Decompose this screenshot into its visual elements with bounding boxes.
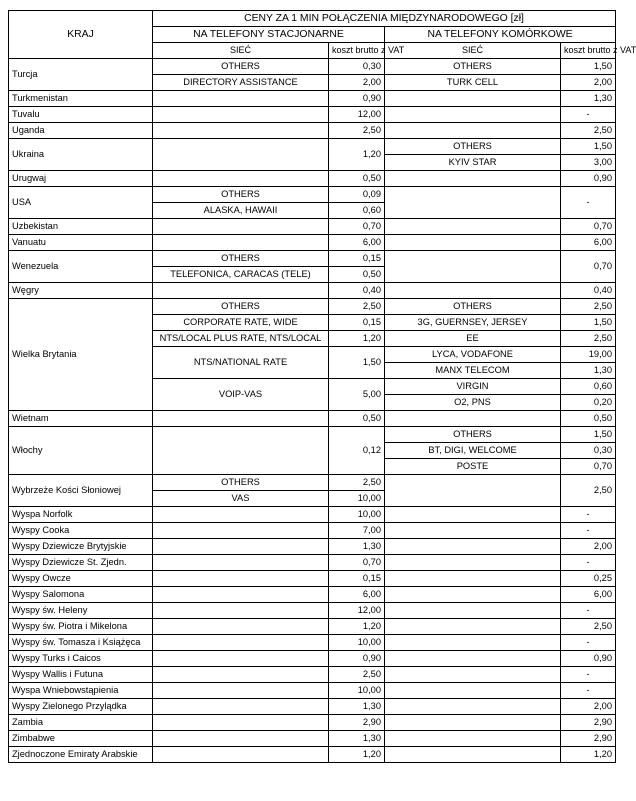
fixed-price: 10,00 bbox=[329, 507, 385, 523]
fixed-network: VAS bbox=[153, 491, 329, 507]
fixed-price: 2,50 bbox=[329, 667, 385, 683]
table-row bbox=[9, 715, 616, 731]
mobile-price: 2,50 bbox=[561, 299, 616, 315]
country-name: Zambia bbox=[9, 715, 153, 731]
fixed-network bbox=[153, 571, 329, 587]
fixed-network bbox=[153, 283, 329, 299]
fixed-network bbox=[153, 171, 329, 187]
table-row bbox=[9, 635, 616, 651]
mobile-price: 0,90 bbox=[561, 651, 616, 667]
mobile-network bbox=[385, 91, 561, 107]
country-name: Uzbekistan bbox=[9, 219, 153, 235]
mobile-price: 2,00 bbox=[561, 75, 616, 91]
mobile-network bbox=[385, 123, 561, 139]
rates-body bbox=[9, 59, 616, 763]
fixed-network: OTHERS bbox=[153, 187, 329, 203]
mobile-network bbox=[385, 635, 561, 651]
table-row bbox=[9, 123, 616, 139]
fixed-price: 0,15 bbox=[329, 315, 385, 331]
mobile-price: 2,50 bbox=[561, 475, 616, 507]
mobile-price: - bbox=[561, 667, 616, 683]
mobile-price: - bbox=[561, 523, 616, 539]
mobile-network: MANX TELECOM bbox=[385, 363, 561, 379]
mobile-price: 2,50 bbox=[561, 123, 616, 139]
country-name: Wyspy Salomona bbox=[9, 587, 153, 603]
country-name: Wyspy św. Tomasza i Książęca bbox=[9, 635, 153, 651]
fixed-network bbox=[153, 731, 329, 747]
table-row bbox=[9, 251, 616, 267]
fixed-network bbox=[153, 539, 329, 555]
mobile-network: POSTE bbox=[385, 459, 561, 475]
mobile-network bbox=[385, 171, 561, 187]
mobile-price: - bbox=[561, 107, 616, 123]
fixed-price: 2,50 bbox=[329, 123, 385, 139]
table-row bbox=[9, 523, 616, 539]
fixed-network bbox=[153, 123, 329, 139]
fixed-price: 1,20 bbox=[329, 747, 385, 763]
fixed-network bbox=[153, 603, 329, 619]
mobile-price: - bbox=[561, 187, 616, 219]
mobile-network bbox=[385, 507, 561, 523]
fixed-price: 7,00 bbox=[329, 523, 385, 539]
fixed-network: DIRECTORY ASSISTANCE bbox=[153, 75, 329, 91]
fixed-price: 1,20 bbox=[329, 619, 385, 635]
fixed-price: 1,50 bbox=[329, 347, 385, 379]
fixed-network bbox=[153, 699, 329, 715]
fixed-network: OTHERS bbox=[153, 251, 329, 267]
mobile-network bbox=[385, 731, 561, 747]
mobile-network: OTHERS bbox=[385, 427, 561, 443]
fixed-network bbox=[153, 635, 329, 651]
fixed-price: 2,50 bbox=[329, 475, 385, 491]
mobile-network bbox=[385, 747, 561, 763]
mobile-price: 2,00 bbox=[561, 699, 616, 715]
fixed-price: 0,70 bbox=[329, 219, 385, 235]
fixed-network bbox=[153, 651, 329, 667]
mobile-price: - bbox=[561, 555, 616, 571]
country-name: Węgry bbox=[9, 283, 153, 299]
fixed-network bbox=[153, 747, 329, 763]
country-name: Wyspy Turks i Caicos bbox=[9, 651, 153, 667]
fixed-network bbox=[153, 139, 329, 171]
mobile-network bbox=[385, 667, 561, 683]
mobile-network: EE bbox=[385, 331, 561, 347]
mobile-price: 6,00 bbox=[561, 587, 616, 603]
country-name: Tuvalu bbox=[9, 107, 153, 123]
table-row bbox=[9, 299, 616, 315]
fixed-network bbox=[153, 411, 329, 427]
mobile-network: LYCA, VODAFONE bbox=[385, 347, 561, 363]
table-row bbox=[9, 171, 616, 187]
country-name: Uganda bbox=[9, 123, 153, 139]
table-row bbox=[9, 651, 616, 667]
fixed-price: 10,00 bbox=[329, 635, 385, 651]
mobile-network: OTHERS bbox=[385, 299, 561, 315]
mobile-network bbox=[385, 571, 561, 587]
table-row bbox=[9, 427, 616, 443]
country-name: Wyspa Wniebowstąpienia bbox=[9, 683, 153, 699]
mobile-network bbox=[385, 587, 561, 603]
country-name: Vanuatu bbox=[9, 235, 153, 251]
mobile-network bbox=[385, 219, 561, 235]
mobile-network bbox=[385, 523, 561, 539]
fixed-price: 0,15 bbox=[329, 571, 385, 587]
rates-table bbox=[8, 10, 636, 763]
country-name: Wyspy Owcze bbox=[9, 571, 153, 587]
mobile-network bbox=[385, 283, 561, 299]
mobile-price: 0,25 bbox=[561, 571, 616, 587]
mobile-price: - bbox=[561, 683, 616, 699]
mobile-network bbox=[385, 699, 561, 715]
mobile-price: 2,90 bbox=[561, 715, 616, 731]
mobile-network-header: SIEĆ bbox=[385, 43, 561, 59]
fixed-network bbox=[153, 235, 329, 251]
table-row bbox=[9, 107, 616, 123]
mobile-network bbox=[385, 475, 561, 507]
mobile-price: 0,30 bbox=[561, 443, 616, 459]
table-row bbox=[9, 187, 616, 203]
mobile-network: KYIV STAR bbox=[385, 155, 561, 171]
mobile-network bbox=[385, 411, 561, 427]
fixed-network bbox=[153, 523, 329, 539]
table-row bbox=[9, 731, 616, 747]
table-row bbox=[9, 619, 616, 635]
fixed-price: 12,00 bbox=[329, 603, 385, 619]
fixed-price: 10,00 bbox=[329, 491, 385, 507]
fixed-network bbox=[153, 507, 329, 523]
fixed-price: 2,90 bbox=[329, 715, 385, 731]
mobile-network bbox=[385, 555, 561, 571]
fixed-network bbox=[153, 555, 329, 571]
table-row bbox=[9, 283, 616, 299]
fixed-price: 0,50 bbox=[329, 267, 385, 283]
fixed-price: 0,50 bbox=[329, 411, 385, 427]
fixed-network: NTS/NATIONAL RATE bbox=[153, 347, 329, 379]
fixed-price: 10,00 bbox=[329, 683, 385, 699]
mobile-price: 1,30 bbox=[561, 91, 616, 107]
mobile-network bbox=[385, 651, 561, 667]
country-name: Turkmenistan bbox=[9, 91, 153, 107]
fixed-price: 0,90 bbox=[329, 91, 385, 107]
mobile-price: 0,90 bbox=[561, 171, 616, 187]
fixed-price: 0,30 bbox=[329, 59, 385, 75]
country-name: Urugwaj bbox=[9, 171, 153, 187]
mobile-network bbox=[385, 187, 561, 219]
fixed-price: 1,20 bbox=[329, 139, 385, 171]
mobile-network bbox=[385, 603, 561, 619]
mobile-price: 0,60 bbox=[561, 379, 616, 395]
country-name: Wielka Brytania bbox=[9, 299, 153, 411]
fixed-network: CORPORATE RATE, WIDE bbox=[153, 315, 329, 331]
country-header: KRAJ bbox=[9, 11, 153, 59]
fixed-price: 0,50 bbox=[329, 171, 385, 187]
table-row bbox=[9, 571, 616, 587]
country-name: Wyspy Cooka bbox=[9, 523, 153, 539]
fixed-price: 0,70 bbox=[329, 555, 385, 571]
mobile-price: 1,50 bbox=[561, 315, 616, 331]
country-name: Wyspy Dziewicze Brytyjskie bbox=[9, 539, 153, 555]
table-row bbox=[9, 475, 616, 491]
country-name: Ukraina bbox=[9, 139, 153, 171]
mobile-network bbox=[385, 683, 561, 699]
mobile-network: TURK CELL bbox=[385, 75, 561, 91]
mobile-cost-header: koszt brutto z VAT bbox=[561, 43, 616, 59]
country-name: Zjednoczone Emiraty Arabskie bbox=[9, 747, 153, 763]
fixed-price: 0,15 bbox=[329, 251, 385, 267]
mobile-network: O2, PNS bbox=[385, 395, 561, 411]
mobile-network bbox=[385, 539, 561, 555]
mobile-price: 0,70 bbox=[561, 459, 616, 475]
fixed-cost-header: koszt brutto z VAT bbox=[329, 43, 385, 59]
mobile-network bbox=[385, 619, 561, 635]
fixed-network bbox=[153, 107, 329, 123]
table-row bbox=[9, 139, 616, 155]
table-row bbox=[9, 555, 616, 571]
table-row bbox=[9, 411, 616, 427]
fixed-network: OTHERS bbox=[153, 475, 329, 491]
fixed-price: 0,40 bbox=[329, 283, 385, 299]
table-row bbox=[9, 539, 616, 555]
mobile-network bbox=[385, 715, 561, 731]
mobile-price: 3,00 bbox=[561, 155, 616, 171]
mobile-price: 19,00 bbox=[561, 347, 616, 363]
fixed-price: 2,50 bbox=[329, 299, 385, 315]
fixed-network bbox=[153, 619, 329, 635]
fixed-price: 2,00 bbox=[329, 75, 385, 91]
country-name: Wyspy Zielonego Przylądka bbox=[9, 699, 153, 715]
mobile-header: NA TELEFONY KOMÓRKOWE bbox=[385, 27, 616, 43]
fixed-network: NTS/LOCAL PLUS RATE, NTS/LOCAL bbox=[153, 331, 329, 347]
table-row bbox=[9, 219, 616, 235]
table-row bbox=[9, 699, 616, 715]
fixed-price: 12,00 bbox=[329, 107, 385, 123]
fixed-price: 1,20 bbox=[329, 331, 385, 347]
table-title: CENY ZA 1 MIN POŁĄCZENIA MIĘDZYNARODOWEGO [zł] bbox=[153, 11, 616, 27]
fixed-price: 0,60 bbox=[329, 203, 385, 219]
mobile-network: VIRGIN bbox=[385, 379, 561, 395]
country-name: Wyspy Dziewicze St. Zjedn. bbox=[9, 555, 153, 571]
fixed-network bbox=[153, 683, 329, 699]
table-row bbox=[9, 91, 616, 107]
fixed-network: TELEFONICA, CARACAS (TELE) bbox=[153, 267, 329, 283]
mobile-price: 1,30 bbox=[561, 363, 616, 379]
mobile-price: 2,90 bbox=[561, 731, 616, 747]
mobile-price: 1,50 bbox=[561, 59, 616, 75]
fixed-network: VOIP-VAS bbox=[153, 379, 329, 411]
table-row bbox=[9, 507, 616, 523]
mobile-price: 2,50 bbox=[561, 331, 616, 347]
country-name: Wyspy Wallis i Futuna bbox=[9, 667, 153, 683]
fixed-network-header: SIEĆ bbox=[153, 43, 329, 59]
mobile-price: 0,40 bbox=[561, 283, 616, 299]
fixed-network bbox=[153, 667, 329, 683]
country-name: Wietnam bbox=[9, 411, 153, 427]
mobile-price: 0,50 bbox=[561, 411, 616, 427]
mobile-price: 0,70 bbox=[561, 251, 616, 283]
mobile-price: 0,20 bbox=[561, 395, 616, 411]
country-name: USA bbox=[9, 187, 153, 219]
mobile-price: - bbox=[561, 603, 616, 619]
country-name: Zimbabwe bbox=[9, 731, 153, 747]
country-name: Włochy bbox=[9, 427, 153, 475]
country-name: Turcja bbox=[9, 59, 153, 91]
fixed-price: 0,90 bbox=[329, 651, 385, 667]
fixed-network bbox=[153, 219, 329, 235]
mobile-price: 1,20 bbox=[561, 747, 616, 763]
fixed-header: NA TELEFONY STACJONARNE bbox=[153, 27, 385, 43]
country-name: Wyspy św. Heleny bbox=[9, 603, 153, 619]
fixed-price: 6,00 bbox=[329, 587, 385, 603]
country-name: Wyspy św. Piotra i Mikelona bbox=[9, 619, 153, 635]
mobile-network bbox=[385, 251, 561, 283]
fixed-network bbox=[153, 427, 329, 475]
fixed-network bbox=[153, 587, 329, 603]
table-row bbox=[9, 683, 616, 699]
fixed-price: 6,00 bbox=[329, 235, 385, 251]
mobile-network: OTHERS bbox=[385, 139, 561, 155]
fixed-price: 0,09 bbox=[329, 187, 385, 203]
mobile-price: - bbox=[561, 507, 616, 523]
fixed-network: OTHERS bbox=[153, 59, 329, 75]
fixed-price: 1,30 bbox=[329, 731, 385, 747]
mobile-price: 0,70 bbox=[561, 219, 616, 235]
mobile-network bbox=[385, 235, 561, 251]
fixed-price: 5,00 bbox=[329, 379, 385, 411]
table-row bbox=[9, 59, 616, 75]
table-row bbox=[9, 603, 616, 619]
mobile-price: - bbox=[561, 635, 616, 651]
fixed-network: OTHERS bbox=[153, 299, 329, 315]
mobile-price: 6,00 bbox=[561, 235, 616, 251]
table-row bbox=[9, 667, 616, 683]
country-name: Wybrzeże Kości Słoniowej bbox=[9, 475, 153, 507]
table-row bbox=[9, 235, 616, 251]
fixed-price: 0,12 bbox=[329, 427, 385, 475]
mobile-network: 3G, GUERNSEY, JERSEY bbox=[385, 315, 561, 331]
fixed-network bbox=[153, 91, 329, 107]
mobile-price: 1,50 bbox=[561, 427, 616, 443]
fixed-price: 1,30 bbox=[329, 699, 385, 715]
country-name: Wenezuela bbox=[9, 251, 153, 283]
table-row bbox=[9, 587, 616, 603]
mobile-network: OTHERS bbox=[385, 59, 561, 75]
country-name: Wyspa Norfolk bbox=[9, 507, 153, 523]
mobile-price: 2,50 bbox=[561, 619, 616, 635]
table-row bbox=[9, 747, 616, 763]
fixed-network: ALASKA, HAWAII bbox=[153, 203, 329, 219]
mobile-price: 1,50 bbox=[561, 139, 616, 155]
fixed-price: 1,30 bbox=[329, 539, 385, 555]
fixed-network bbox=[153, 715, 329, 731]
mobile-network bbox=[385, 107, 561, 123]
mobile-network: BT, DIGI, WELCOME bbox=[385, 443, 561, 459]
mobile-price: 2,00 bbox=[561, 539, 616, 555]
